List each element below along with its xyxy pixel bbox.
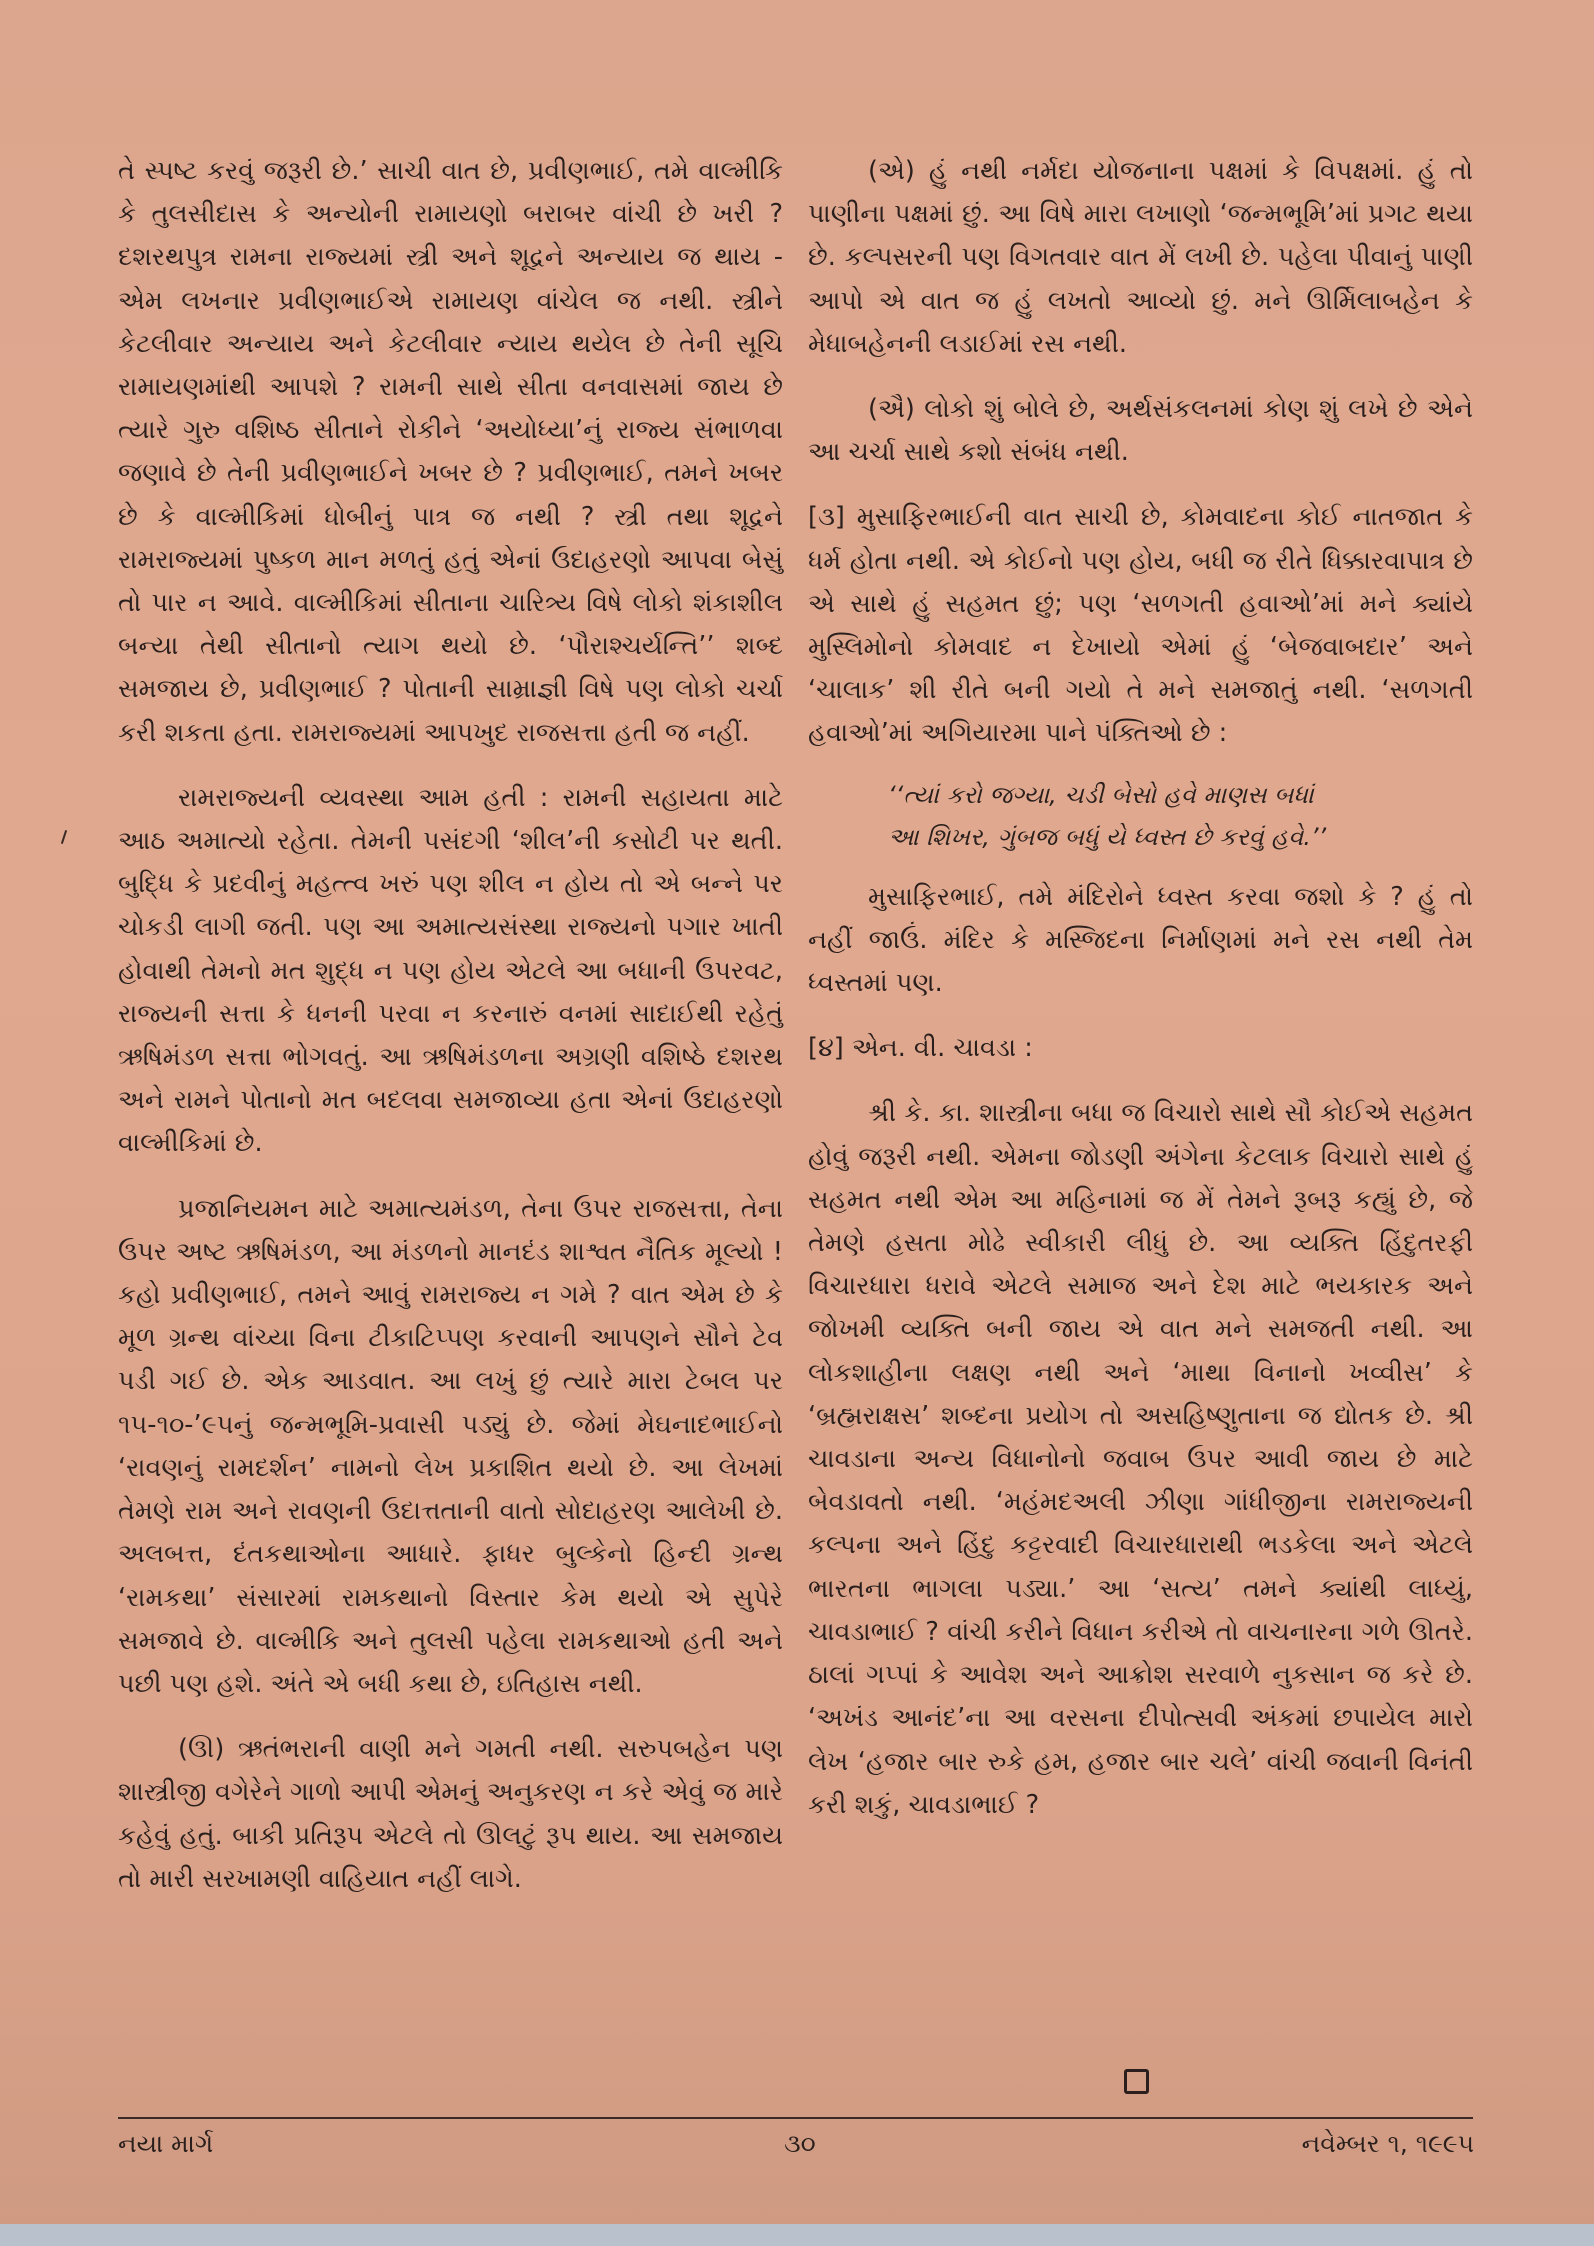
margin-mark xyxy=(61,830,67,844)
left-paragraph-2: રામરાજ્યની વ્યવસ્થા આમ હતી : રામની સહાયતા માટે આઠ અમાત્યો રહેતા. તેમની પસંદગી ‘શીલ’ની કસોટી પર થતી. બુદ્ધિ કે પ્રદવીનું મહત્ત્વ ખરું પણ શીલ ન હોય તો એ બન્ને પર ચોકડી લાગી જતી. પણ આ અમાત્યસંસ્થા રાજ્યનો પગાર ખાતી હોવાથી તેમનો મત શુદ્ધ ન પણ હોય એટલે આ બધાની ઉપરવટ, રાજ્યની સત્તા કે ધનની પરવા ન કરનારું વનમાં સાદાઈથી રહેતું ઋષિમંડળ સત્તા ભોગવતું. આ ઋષિમંડળના અગ્રણી વશિષ્ઠે દશરથ અને રામને પોતાનો મત બદલવા સમજાવ્યા હતા એનાં ઉદાહરણો વાલ્મીકિમાં છે. xyxy=(118,782,783,1159)
poem-quote xyxy=(888,774,1473,858)
right-paragraph-4: મુસાફિરભાઈ, તમે મંદિરોને ધ્વસ્ત કરવા જશો કે ? હું તો નહીં જાઉં. મંદિર કે મસ્જિદના નિર્માણમાં મને રસ નથી તેમ ધ્વસ્તમાં પણ. xyxy=(808,881,1473,999)
poem-line-2: આ શિખર, ગુંબજ બધું યે ધ્વસ્ત છે કરવું હવે.’’ xyxy=(888,822,1327,851)
footer-page-number: ૩૦ xyxy=(784,2129,816,2158)
right-paragraph-3: [૩] મુસાફિરભાઈની વાત સાચી છે, કોમવાદના કોઈ નાતજાત કે ધર્મ હોતા નથી. એ કોઈનો પણ હોય, બધી જ રીતે ધિક્કારવાપાત્ર છે એ સાથે હું સહમત છું; પણ ‘સળગતી હવાઓ’માં મને ક્યાંયે મુસ્લિમોનો કોમવાદ ન દેખાયો એમાં હું ‘બેજવાબદાર’ અને ‘ચાલાક’ શી રીતે બની ગયો તે મને સમજાતું નથી. ‘સળગતી હવાઓ’માં અગિયારમા પાને પંક્તિઓ છે : xyxy=(808,502,1473,749)
right-paragraph-6: શ્રી કે. કા. શાસ્ત્રીના બધા જ વિચારો સાથે સૌ કોઈએ સહમત હોવું જરૂરી નથી. એમના જોડણી અંગેના કેટલાક વિચારો સાથે હું સહમત નથી એમ આ મહિનામાં જ મેં તેમને રૂબરૂ કહ્યું છે, જે તેમણે હસતા મોઢે સ્વીકારી લીધું છે. આ વ્યક્તિ હિંદુતરફી વિચારધારા ધરાવે એટલે સમાજ અને દેશ માટે ભયકારક અને જોખમી વ્યક્તિ બની જાય એ વાત મને સમજતી નથી. આ લોકશાહીના લક્ષણ નથી અને ‘માથા વિનાનો ખવ્વીસ’ કે ‘બ્રહ્મરાક્ષસ’ શબ્દના પ્રયોગ તો અસહિષ્ણુતાના જ દ્યોતક છે. શ્રી ચાવડાના અન્ય વિધાનોનો જવાબ ઉપર આવી જાય છે માટે બેવડાવતો નથી. ‘મહંમદઅલી ઝીણા ગાંધીજીના રામરાજ્યની કલ્પના અને હિંદુ કટ્ટરવાદી વિચારધારાથી ભડકેલા અને એટલે ભારતના ભાગલા પડ્યા.’ આ ‘સત્ય’ તમને ક્યાંથી લાધ્યું, ચાવડાભાઈ ? વાંચી કરીને વિધાન કરીએ તો વાચનારના ગળે ઊતરે. ઠાલાં ગપ્પાં કે આવેશ અને આક્રોશ સરવાળે નુકસાન જ કરે છે. ‘અખંડ આનંદ’ના આ વરસના દીપોત્સવી અંકમાં છપાયેલ મારો લેખ ‘હજાર બાર રુકે હમ, હજાર બાર ચલે’ વાંચી જવાની વિનંતી કરી શકું, ચાવડાભાઈ ? xyxy=(808,1098,1474,1820)
footer-date: નવેમ્બર ૧, ૧૯૯૫ xyxy=(1301,2129,1474,2158)
right-paragraph-2: (ઐ) લોકો શું બોલે છે, અર્થસંકલનમાં કોણ શું લખે છે એને આ ચર્ચા સાથે કશો સંબંધ નથી. xyxy=(808,394,1473,468)
left-column xyxy=(118,150,783,1901)
right-section-heading: [૪] એન. વી. ચાવડા : xyxy=(808,1033,1033,1064)
footer-publication-name: નયા માર્ગ xyxy=(118,2129,214,2158)
poem-line-1: ‘‘ત્યાં કરો જગ્યા, ચડી બેસો હવે માણસ બધાં xyxy=(888,780,1314,809)
end-of-article-mark xyxy=(1124,2069,1149,2094)
left-paragraph-3: પ્રજાનિયમન માટે અમાત્યમંડળ, તેના ઉપર રાજસત્તા, તેના ઉપર અષ્ટ ઋષિમંડળ, આ મંડળનો માનદંડ શાશ્વત નૈતિક મૂલ્યો ! કહો પ્રવીણભાઈ, તમને આવું રામરાજ્ય ન ગમે ? વાત એમ છે કે મૂળ ગ્રન્થ વાંચ્યા વિના ટીકાટિપ્પણ કરવાની આપણને સૌને ટેવ પડી ગઈ છે. એક આડવાત. આ લખું છું ત્યારે મારા ટેબલ પર ૧૫-૧૦-’૯૫નું જન્મભૂમિ-પ્રવાસી પડ્યું છે. જેમાં મેઘનાદભાઈનો ‘રાવણનું રામદર્શન’ નામનો લેખ પ્રકાશિત થયો છે. આ લેખમાં તેમણે રામ અને રાવણની ઉદાત્તતાની વાતો સોદાહરણ આલેખી છે. અલબત્ત, દંતકથાઓના આધારે. ફાધર બુલ્કેનો હિન્દી ગ્રન્થ ‘રામકથા’ સંસારમાં રામકથાનો વિસ્તાર કેમ થયો એ સુપેરે સમજાવે છે. વાલ્મીકિ અને તુલસી પહેલા રામકથાઓ હતી અને પછી પણ હશે. અંતે એ બધી કથા છે, ઇતિહાસ નથી. xyxy=(118,1193,783,1699)
right-paragraph-1: (એ) હું નથી નર્મદા યોજનાના પક્ષમાં કે વિપક્ષમાં. હું તો પાણીના પક્ષમાં છું. આ વિષે મારા લખાણો ‘જન્મભૂમિ’માં પ્રગટ થયા છે. કલ્પસરની પણ વિગતવાર વાત મેં લખી છે. પહેલા પીવાનું પાણી આપો એ વાત જ હું લખતો આવ્યો છું. મને ઊર્મિલાબહેન કે મેધાબહેનની લડાઈમાં રસ નથી. xyxy=(808,156,1473,359)
footer-rule xyxy=(118,2117,1473,2119)
scan-edge-strip xyxy=(0,2224,1594,2246)
left-paragraph-1: તે સ્પષ્ટ કરવું જરૂરી છે.’ સાચી વાત છે, પ્રવીણભાઈ, તમે વાલ્મીકિ કે તુલસીદાસ કે અન્યોની રામાયણો બરાબર વાંચી છે ખરી ? દશરથપુત્ર રામના રાજ્યમાં સ્ત્રી અને શૂદ્રને અન્યાય જ થાય - એમ લખનાર પ્રવીણભાઈએ રામાયણ વાંચેલ જ નથી. સ્ત્રીને કેટલીવાર અન્યાય અને કેટલીવાર ન્યાય થયેલ છે તેની સૂચિ રામાયણમાંથી આપશે ? રામની સાથે સીતા વનવાસમાં જાય છે ત્યારે ગુરુ વશિષ્ઠ સીતાને રોકીને ‘અયોધ્યા’નું રાજ્ય સંભાળવા જણાવે છે તેની પ્રવીણભાઈને ખબર છે ? પ્રવીણભાઈ, તમને ખબર છે કે વાલ્મીકિમાં ધોબીનું પાત્ર જ નથી ? સ્ત્રી તથા શૂદ્રને રામરાજ્યમાં પુષ્કળ માન મળતું હતું એનાં ઉદાહરણો આપવા બેસું તો પાર ન આવે. વાલ્મીકિમાં સીતાના ચારિત્ર્ય વિષે લોકો શંકાશીલ બન્યા તેથી સીતાનો ત્યાગ થયો છે. ‘પૌરાશ્ચર્યન્તિ’’ શબ્દ સમજાય છે, પ્રવીણભાઈ ? પોતાની સામ્રાજ્ઞી વિષે પણ લોકો ચર્ચા કરી શકતા હતા. રામરાજ્યમાં આપખુદ રાજસત્તા હતી જ નહીં. xyxy=(118,156,783,748)
left-paragraph-4: (ઊ) ઋતંભરાની વાણી મને ગમતી નથી. સરુપબહેન પણ શાસ્ત્રીજી વગેરેને ગાળો આપી એમનું અનુકરણ ન કરે એવું જ મારે કહેવું હતું. બાકી પ્રતિરૂપ એટલે તો ઊલટું રૂપ થાય. આ સમજાય તો મારી સરખામણી વાહિયાત નહીં લાગે. xyxy=(118,1734,783,1894)
right-column xyxy=(808,150,1473,1827)
